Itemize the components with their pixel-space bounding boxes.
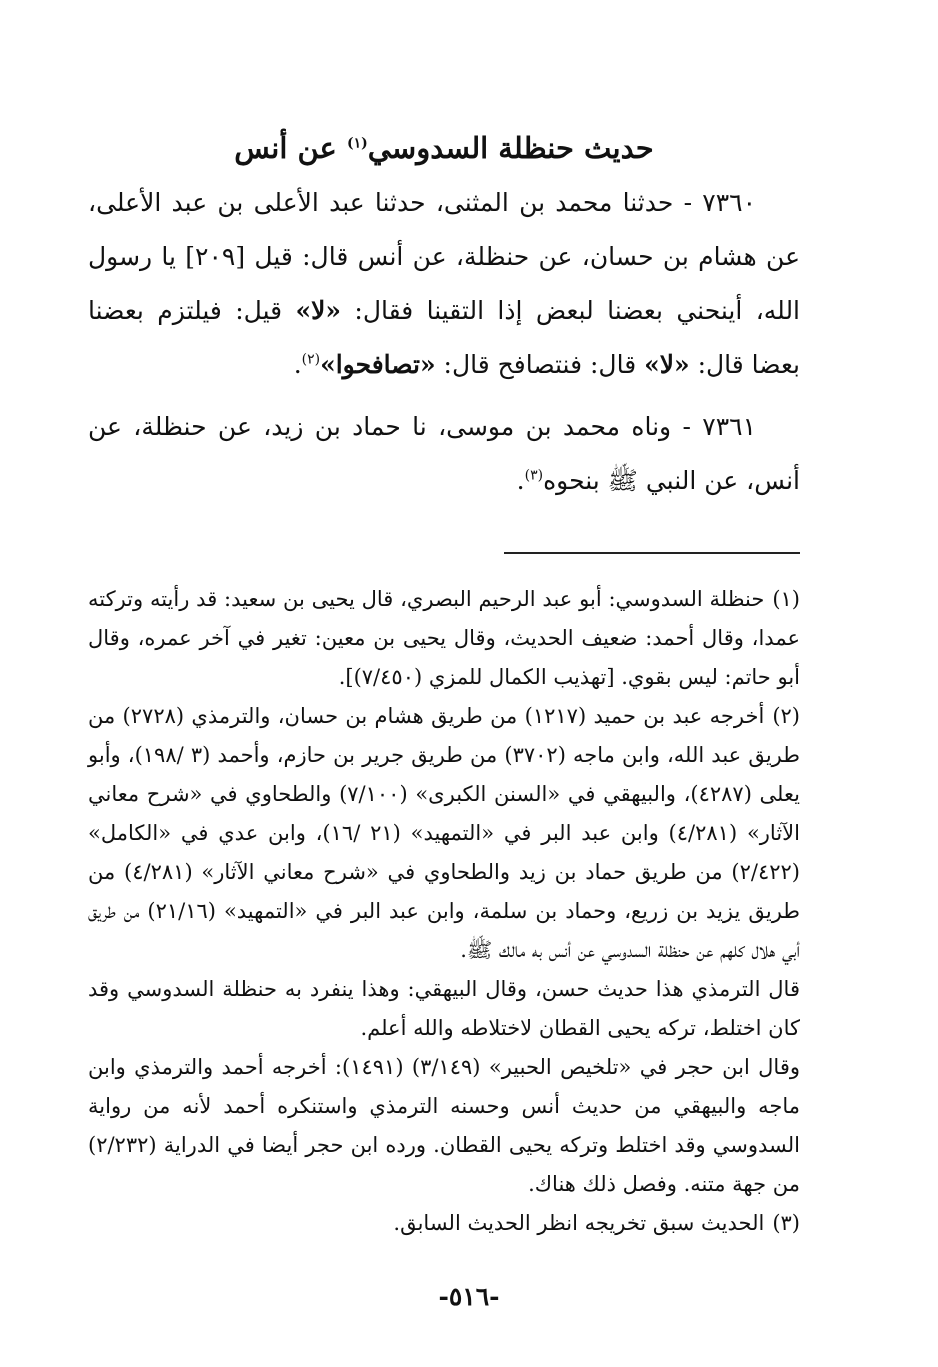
page-number: -٥١٦- bbox=[438, 1282, 500, 1311]
hadith-quote: «تصافحوا» bbox=[320, 350, 436, 379]
hadith-number: ٧٣٦٠ bbox=[702, 188, 756, 217]
page-body bbox=[88, 120, 800, 1243]
hadith-number: ٧٣٦١ bbox=[702, 412, 756, 441]
footnote-text: حنظلة السدوسي: أبو عبد الرحيم البصري، قال يحيى بن سعيد: قد رأيته وتركته عمدا، وقال أحمد: ضعيف الحديث، وقال يحيى بن معين: تغير في آخر عمره، وقال أبو حاتم: ليس بقوي. [تهذيب الكمال للمزي (٧/٤٥٠)]. bbox=[88, 587, 800, 689]
footnote-2-paragraph-2: قال الترمذي هذا حديث حسن، وقال البيهقي: وهذا ينفرد به حنظلة السدوسي وقد كان اختلط، تركه يحيى القطان لاختلاطه والله أعلم. bbox=[88, 977, 800, 1040]
title-tail: عن أنس bbox=[234, 131, 347, 165]
footnote-marker: (١) bbox=[772, 587, 800, 611]
footnote-2 bbox=[88, 697, 800, 970]
hadith-text: - وناه محمد بن موسى، نا حماد بن زيد، عن حنظلة، عن أنس، عن النبي ﷺ بنحوه bbox=[88, 412, 800, 495]
footnote-divider bbox=[504, 552, 800, 554]
hadith-text: - حدثنا محمد بن المثنى، حدثنا عبد الأعلى بن عبد الأعلى، عن هشام بن حسان، عن حنظلة، عن أنس قال: قيل [٢٠٩] يا رسول الله، أينحني بعضنا لبعض إذا التقينا فقال: bbox=[88, 188, 801, 325]
hadith-7361 bbox=[88, 400, 800, 508]
title-footnote-ref: (١) bbox=[346, 135, 368, 152]
footnote-1 bbox=[88, 580, 800, 697]
hadith-quote: «لا» bbox=[644, 350, 690, 379]
hadith-end: . bbox=[293, 350, 302, 379]
footnote-ref: (٢) bbox=[301, 351, 321, 368]
footnote-marker: (٢) bbox=[772, 704, 800, 728]
hadith-text: قيل: فيلتزم بعضنا بعضا قال: bbox=[88, 296, 800, 379]
hadith-quote: «لا» bbox=[295, 296, 341, 325]
title-main: حديث حنظلة السدوسي bbox=[367, 131, 654, 165]
footnote-text: الحديث سبق تخريجه انظر الحديث السابق. bbox=[393, 1211, 765, 1235]
page-title bbox=[88, 120, 800, 176]
hadith-end: . bbox=[516, 466, 525, 495]
footnote-3 bbox=[88, 1204, 800, 1243]
footnote-marker: (٣) bbox=[772, 1211, 800, 1235]
footnote-ref: (٣) bbox=[524, 467, 544, 484]
hadith-7360 bbox=[88, 176, 800, 392]
footnote-text: أخرجه عبد بن حميد (١٢١٧) من طريق هشام بن حسان، والترمذي (٢٧٢٨) من طريق عبد الله، وابن ماجه (٣٧٠٢) من طريق جرير بن حازم، وأحمد (٣ /١٩٨)، وأبو يعلى (٤٢٨٧)، والبيهقي في «السنن الكبرى» (٧/١٠٠) والطحاوي في «شرح معاني الآثار» (٤/٢٨١) وابن عبد البر في «التمهيد» (٢١ /١٦)، وابن عدي في «الكامل» (٢/٤٢٢) من طريق حماد بن زيد والطحاوي في «شرح معاني الآثار» (٤/٢٨١) من طريق يزيد بن زريع، وحماد بن سلمة، وابن عبد البر في «التمهيد» (٢١/١٦) من طريق أبي هلال كلهم عن حنظلة السدوسي عن أنس به مالك ﷺ. bbox=[88, 704, 800, 962]
hadith-text: قال: فنتصافح قال: bbox=[435, 350, 645, 379]
footnote-2-paragraph-3: وقال ابن حجر في «تلخيص الحبير» (٣/١٤٩) (١٤٩١): أخرجه أحمد والترمذي وابن ماجه والبيهقي من حديث أنس وحسنه الترمذي واستنكره أحمد لأنه من رواية السدوسي وقد اختلط وتركه يحيى القطان. ورده ابن حجر أيضا في الدراية (٢/٢٣٢) من جهة متنه. وفصل ذلك هناك. bbox=[88, 1055, 801, 1196]
